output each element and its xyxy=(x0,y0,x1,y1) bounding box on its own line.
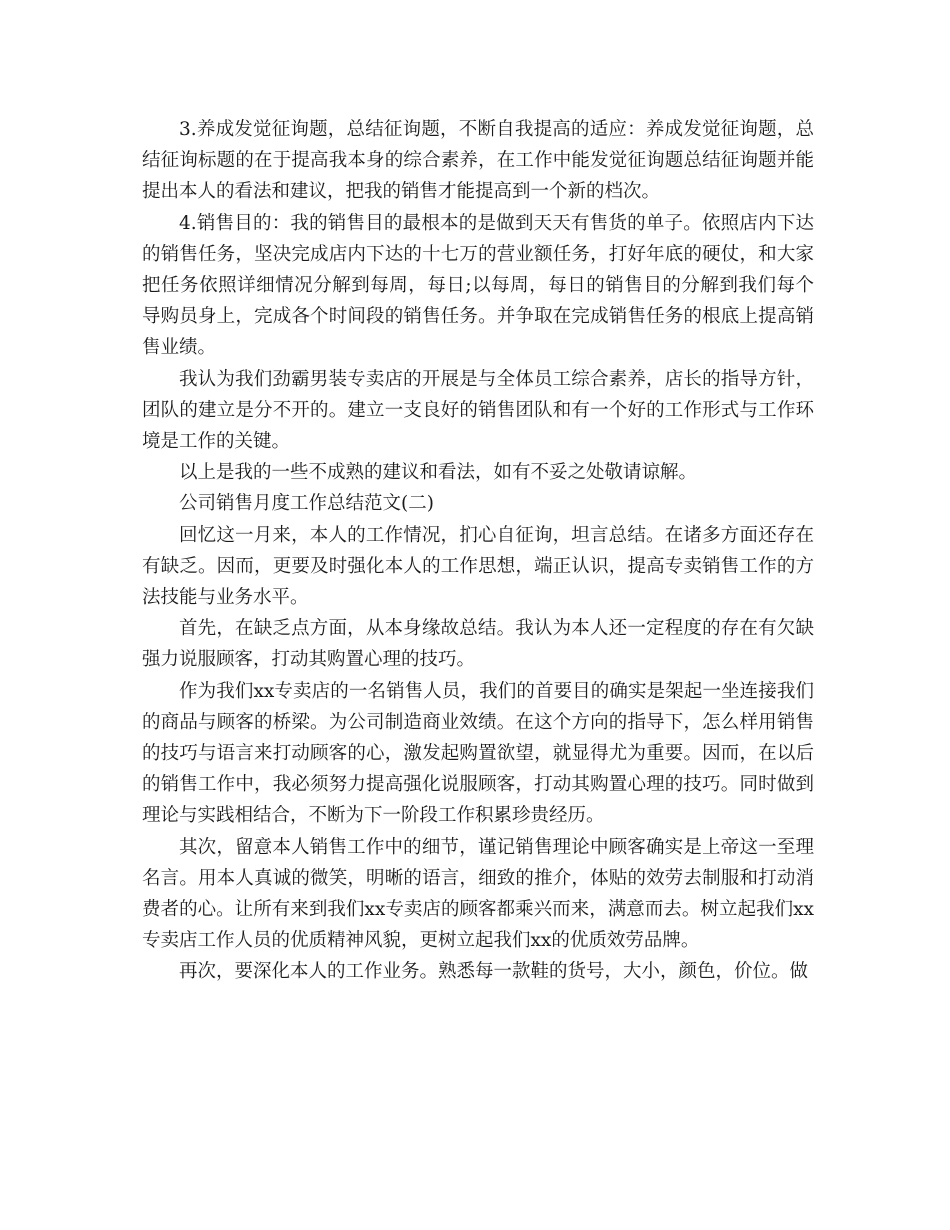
paragraph-habit: 3.养成发觉征询题，总结征询题，不断自我提高的适应：养成发觉征询题，总结征询标题的在于提高我本身的综合素养，在工作中能发觉征询题总结征询题并能提出本人的看法和建议，把我的销售才能提高到一个新的档次。 xyxy=(142,119,814,203)
paragraph-sales-goal: 4.销售目的：我的销售目的最根本的是做到天天有售货的单子。依照店内下达的销售任务，坚决完成店内下达的十七万的营业额任务，打好年底的硬仗，和大家把任务依照详细情况分解到每周，每日;以每周，每日的销售目的分解到我们每个导购员身上，完成各个时间段的销售任务。并争取在完成销售任务的根底上提高销售业绩。 xyxy=(142,212,814,359)
paragraph-role: 作为我们xx专卖店的一名销售人员，我们的首要目的确实是架起一坐连接我们的商品与顾客的桥梁。为公司制造商业效绩。在这个方向的指导下，怎么样用销售的技巧与语言来打动顾客的心，激发起购置欲望，就显得尤为重要。因而，在以后的销售工作中，我必须努力提高强化说服顾客，打动其购置心理的技巧。同时做到理论与实践相结合，不断为下一阶段工作积累珍贵经历。 xyxy=(142,680,814,827)
paragraph-third: 再次，要深化本人的工作业务。熟悉每一款鞋的货号，大小，颜色，价位。做 xyxy=(179,961,809,983)
paragraph-team: 我认为我们劲霸男装专卖店的开展是与全体员工综合素养，店长的指导方针，团队的建立是分不开的。建立一支良好的销售团队和有一个好的工作形式与工作环境是工作的关键。 xyxy=(142,368,814,453)
paragraph-review: 回忆这一月来，本人的工作情况，扪心自征询，坦言总结。在诸多方面还存在有缺乏。因而，更要及时强化本人的工作思想，端正认识，提高专卖销售工作的方法技能与业务水平。 xyxy=(142,524,814,609)
section-heading: 公司销售月度工作总结范文(二) xyxy=(179,493,434,515)
paragraph-closing: 以上是我的一些不成熟的建议和看法，如有不妥之处敬请谅解。 xyxy=(179,462,698,484)
paragraph-second: 其次，留意本人销售工作中的细节，谨记销售理论中顾客确实是上帝这一至理名言。用本人真诚的微笑，明晰的语言，细致的推介，体贴的效劳去制服和打动消费者的心。让所有来到我们xx专卖店的顾客都乘兴而来，满意而去。树立起我们xx专卖店工作人员的优质精神风貌，更树立起我们xx的优质效劳品牌。 xyxy=(142,836,814,952)
document-body xyxy=(142,114,814,988)
paragraph-first: 首先，在缺乏点方面，从本身缘故总结。我认为本人还一定程度的存在有欠缺强力说服顾客，打动其购置心理的技巧。 xyxy=(142,618,814,671)
